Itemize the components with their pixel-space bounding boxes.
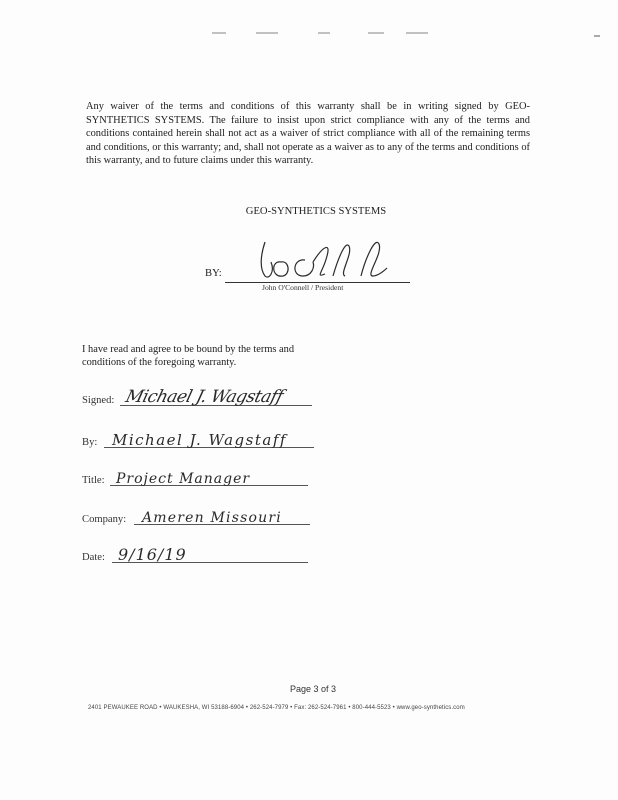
- company-name: GEO-SYNTHETICS SYSTEMS: [245, 206, 387, 217]
- page-number: Page 3 of 3: [289, 684, 337, 694]
- by-label: BY:: [205, 268, 222, 279]
- footer-address: 2401 PEWAUKEE ROAD • WAUKESHA, WI 53188-6904 • 262-524-7979 • Fax: 262-524-7961 • 800-444-5523 • www.geo-synthetics.com: [88, 705, 465, 711]
- president-signature: [253, 232, 393, 287]
- signed-field: [82, 378, 322, 408]
- signed-label: Signed:: [82, 395, 115, 406]
- signed-signature: Michael J. Wagstaff: [123, 387, 285, 407]
- company-label: Company:: [82, 514, 127, 525]
- title-field: [82, 458, 322, 488]
- signer-caption: John O'Connell / President: [262, 283, 344, 292]
- company-value: Ameren Missouri: [142, 510, 282, 526]
- scan-artifact-dot: [594, 35, 600, 37]
- by-field-value: Michael J. Wagstaff: [112, 431, 287, 449]
- company-signature-block: [205, 238, 425, 308]
- date-value: 9/16/19: [118, 545, 187, 564]
- date-field: [82, 535, 322, 565]
- waiver-paragraph: Any waiver of the terms and conditions of this warranty shall be in writing signed by GEO-SYNTHETICS SYSTEMS. The failure to insist upon strict compliance with any of the terms and conditions contained herein shall not act as a waiver of strict compliance with all of the remaining terms and conditions, or this warranty; and, shall not operate as a waiver as to any of the terms and conditions of this warranty, and to future claims under this warranty.: [86, 101, 530, 167]
- by-field: [82, 420, 322, 450]
- by-field-label: By:: [82, 437, 98, 448]
- title-label: Title:: [82, 475, 105, 486]
- title-value: Project Manager: [116, 471, 251, 487]
- acknowledgement-text: I have read and agree to be bound by the terms and conditions of the foregoing warranty.: [82, 344, 295, 368]
- company-field: [82, 497, 322, 527]
- scan-artifact-marks: [200, 30, 440, 36]
- date-label: Date:: [82, 552, 105, 563]
- company-heading: [0, 206, 618, 217]
